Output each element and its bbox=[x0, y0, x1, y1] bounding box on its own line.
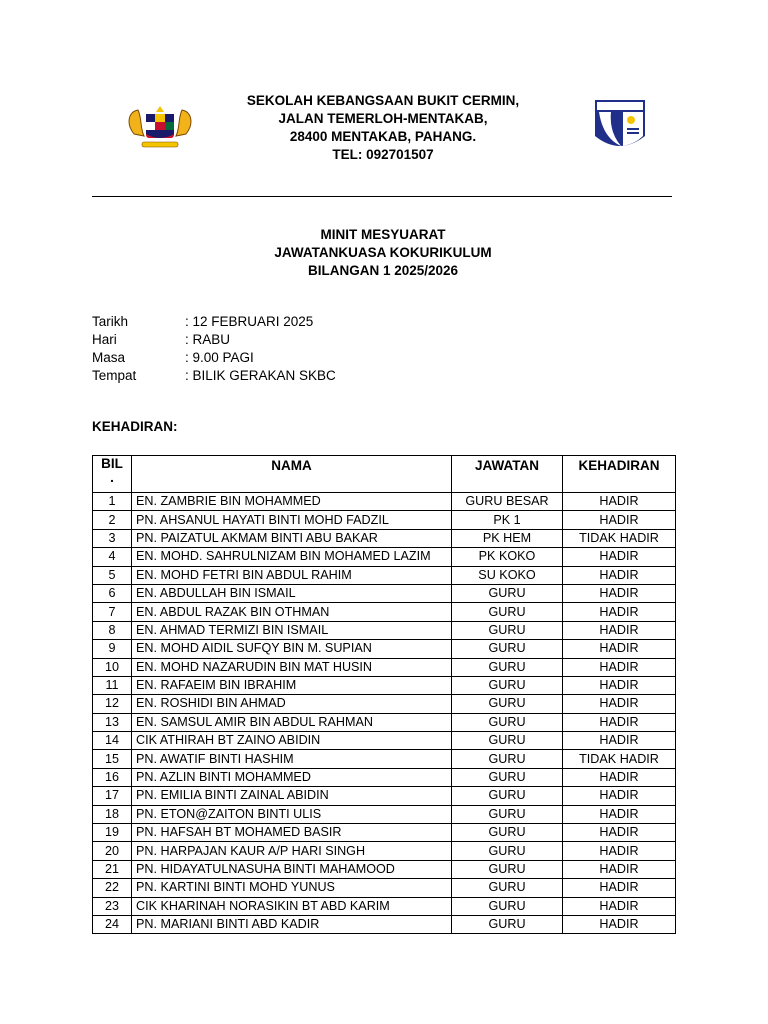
row-number: 3 bbox=[93, 529, 132, 547]
table-row bbox=[93, 860, 676, 878]
row-number: 13 bbox=[93, 713, 132, 731]
meta-row bbox=[92, 349, 336, 367]
row-number: 20 bbox=[93, 842, 132, 860]
member-name: EN. MOHD FETRI BIN ABDUL RAHIM bbox=[132, 566, 452, 584]
member-position: GURU bbox=[452, 787, 563, 805]
member-position: GURU bbox=[452, 640, 563, 658]
row-number: 18 bbox=[93, 805, 132, 823]
table-header-row bbox=[93, 456, 676, 493]
row-number: 7 bbox=[93, 603, 132, 621]
member-position: GURU bbox=[452, 842, 563, 860]
telephone: TEL: 092701507 bbox=[332, 147, 434, 162]
meeting-details bbox=[92, 313, 336, 385]
member-position: GURU bbox=[452, 584, 563, 602]
member-name: EN. AHMAD TERMIZI BIN ISMAIL bbox=[132, 621, 452, 639]
row-number: 10 bbox=[93, 658, 132, 676]
meta-label: Masa bbox=[92, 350, 126, 365]
table-row bbox=[93, 584, 676, 602]
row-number: 4 bbox=[93, 548, 132, 566]
table-row bbox=[93, 824, 676, 842]
row-number: 14 bbox=[93, 732, 132, 750]
address-line1: JALAN TEMERLOH-MENTAKAB, bbox=[278, 111, 488, 126]
member-position: GURU bbox=[452, 658, 563, 676]
member-name: EN. ABDULLAH BIN ISMAIL bbox=[132, 584, 452, 602]
member-position: GURU bbox=[452, 860, 563, 878]
table-row bbox=[93, 897, 676, 915]
row-number: 16 bbox=[93, 768, 132, 786]
member-position: GURU bbox=[452, 824, 563, 842]
column-header-nama: NAMA bbox=[132, 456, 452, 493]
attendance-status: HADIR bbox=[563, 787, 676, 805]
row-number: 24 bbox=[93, 915, 132, 933]
row-number: 2 bbox=[93, 511, 132, 529]
member-position: GURU bbox=[452, 768, 563, 786]
document-title bbox=[150, 226, 616, 280]
member-name: PN. HAFSAH BT MOHAMED BASIR bbox=[132, 824, 452, 842]
attendance-table-body bbox=[93, 493, 676, 934]
row-number: 23 bbox=[93, 897, 132, 915]
attendance-heading: KEHADIRAN: bbox=[92, 419, 178, 434]
member-name: PN. MARIANI BINTI ABD KADIR bbox=[132, 915, 452, 933]
table-row bbox=[93, 713, 676, 731]
attendance-status: HADIR bbox=[563, 695, 676, 713]
meta-label: Hari bbox=[92, 332, 117, 347]
attendance-status: HADIR bbox=[563, 621, 676, 639]
row-number: 15 bbox=[93, 750, 132, 768]
malaysia-coat-of-arms-icon bbox=[122, 104, 198, 152]
member-position: GURU bbox=[452, 750, 563, 768]
row-number: 19 bbox=[93, 824, 132, 842]
member-position: GURU bbox=[452, 879, 563, 897]
member-name: PN. HIDAYATULNASUHA BINTI MAHAMOOD bbox=[132, 860, 452, 878]
member-position: GURU bbox=[452, 621, 563, 639]
member-name: PN. ETON@ZAITON BINTI ULIS bbox=[132, 805, 452, 823]
attendance-status: TIDAK HADIR bbox=[563, 750, 676, 768]
member-name: PN. HARPAJAN KAUR A/P HARI SINGH bbox=[132, 842, 452, 860]
table-row bbox=[93, 879, 676, 897]
member-name: PN. AHSANUL HAYATI BINTI MOHD FADZIL bbox=[132, 511, 452, 529]
table-row bbox=[93, 603, 676, 621]
letterhead bbox=[0, 92, 768, 172]
member-name: EN. MOHD AIDIL SUFQY BIN M. SUPIAN bbox=[132, 640, 452, 658]
row-number: 8 bbox=[93, 621, 132, 639]
column-header-kehadiran: KEHADIRAN bbox=[563, 456, 676, 493]
table-row bbox=[93, 787, 676, 805]
attendance-status: HADIR bbox=[563, 548, 676, 566]
member-position: GURU bbox=[452, 603, 563, 621]
attendance-status: HADIR bbox=[563, 915, 676, 933]
meta-row bbox=[92, 331, 336, 349]
member-name: PN. EMILIA BINTI ZAINAL ABIDIN bbox=[132, 787, 452, 805]
table-row bbox=[93, 842, 676, 860]
title-line3: BILANGAN 1 2025/2026 bbox=[307, 263, 459, 278]
member-position: GURU bbox=[452, 695, 563, 713]
meta-value: : RABU bbox=[185, 332, 231, 347]
attendance-status: HADIR bbox=[563, 897, 676, 915]
row-number: 17 bbox=[93, 787, 132, 805]
member-name: PN. KARTINI BINTI MOHD YUNUS bbox=[132, 879, 452, 897]
member-name: PN. PAIZATUL AKMAM BINTI ABU BAKAR bbox=[132, 529, 452, 547]
member-name: EN. ZAMBRIE BIN MOHAMMED bbox=[132, 493, 452, 511]
table-row bbox=[93, 768, 676, 786]
table-row bbox=[93, 676, 676, 694]
attendance-status: HADIR bbox=[563, 676, 676, 694]
meta-value: : BILIK GERAKAN SKBC bbox=[185, 368, 336, 383]
address-line2: 28400 MENTAKAB, PAHANG. bbox=[289, 129, 477, 144]
member-position: GURU bbox=[452, 897, 563, 915]
attendance-status: HADIR bbox=[563, 879, 676, 897]
meta-label: Tarikh bbox=[92, 314, 129, 329]
school-badge-icon bbox=[593, 98, 647, 154]
row-number: 5 bbox=[93, 566, 132, 584]
title-line2: JAWATANKUASA KOKURIKULUM bbox=[274, 245, 492, 260]
table-row bbox=[93, 511, 676, 529]
member-position: GURU bbox=[452, 805, 563, 823]
meta-value: : 9.00 PAGI bbox=[185, 350, 254, 365]
member-name: EN. SAMSUL AMIR BIN ABDUL RAHMAN bbox=[132, 713, 452, 731]
member-name: EN. ROSHIDI BIN AHMAD bbox=[132, 695, 452, 713]
table-row bbox=[93, 566, 676, 584]
member-name: EN. RAFAEIM BIN IBRAHIM bbox=[132, 676, 452, 694]
bil-header-text: BIL bbox=[101, 456, 123, 471]
member-position: GURU BESAR bbox=[452, 493, 563, 511]
attendance-status: HADIR bbox=[563, 566, 676, 584]
table-row bbox=[93, 640, 676, 658]
row-number: 22 bbox=[93, 879, 132, 897]
attendance-status: HADIR bbox=[563, 584, 676, 602]
meta-label: Tempat bbox=[92, 368, 137, 383]
table-row bbox=[93, 732, 676, 750]
header-divider bbox=[92, 196, 672, 197]
member-position: SU KOKO bbox=[452, 566, 563, 584]
row-number: 11 bbox=[93, 676, 132, 694]
row-number: 6 bbox=[93, 584, 132, 602]
member-name: EN. ABDUL RAZAK BIN OTHMAN bbox=[132, 603, 452, 621]
table-row bbox=[93, 621, 676, 639]
attendance-status: HADIR bbox=[563, 493, 676, 511]
member-position: PK 1 bbox=[452, 511, 563, 529]
attendance-status: HADIR bbox=[563, 805, 676, 823]
attendance-status: HADIR bbox=[563, 732, 676, 750]
member-position: PK KOKO bbox=[452, 548, 563, 566]
member-name: EN. MOHD NAZARUDIN BIN MAT HUSIN bbox=[132, 658, 452, 676]
table-row bbox=[93, 493, 676, 511]
row-number: 12 bbox=[93, 695, 132, 713]
member-name: CIK KHARINAH NORASIKIN BT ABD KARIM bbox=[132, 897, 452, 915]
row-number: 21 bbox=[93, 860, 132, 878]
attendance-status: HADIR bbox=[563, 640, 676, 658]
attendance-status: HADIR bbox=[563, 842, 676, 860]
bil-header-suffix: . bbox=[110, 470, 114, 485]
meta-row bbox=[92, 313, 336, 331]
attendance-table bbox=[92, 455, 676, 934]
table-row bbox=[93, 915, 676, 933]
table-row bbox=[93, 695, 676, 713]
attendance-status: HADIR bbox=[563, 603, 676, 621]
table-row bbox=[93, 805, 676, 823]
table-row bbox=[93, 548, 676, 566]
meta-value: : 12 FEBRUARI 2025 bbox=[185, 314, 314, 329]
column-header-bil bbox=[93, 456, 132, 493]
attendance-status: TIDAK HADIR bbox=[563, 529, 676, 547]
member-position: GURU bbox=[452, 915, 563, 933]
attendance-status: HADIR bbox=[563, 713, 676, 731]
attendance-status: HADIR bbox=[563, 511, 676, 529]
table-row bbox=[93, 529, 676, 547]
school-info bbox=[200, 92, 566, 164]
member-position: GURU bbox=[452, 713, 563, 731]
row-number: 1 bbox=[93, 493, 132, 511]
member-name: EN. MOHD. SAHRULNIZAM BIN MOHAMED LAZIM bbox=[132, 548, 452, 566]
member-position: GURU bbox=[452, 676, 563, 694]
member-name: PN. AZLIN BINTI MOHAMMED bbox=[132, 768, 452, 786]
column-header-jawatan: JAWATAN bbox=[452, 456, 563, 493]
meta-row bbox=[92, 367, 336, 385]
title-line1: MINIT MESYUARAT bbox=[320, 227, 446, 242]
table-row bbox=[93, 750, 676, 768]
member-position: PK HEM bbox=[452, 529, 563, 547]
member-name: CIK ATHIRAH BT ZAINO ABIDIN bbox=[132, 732, 452, 750]
member-name: PN. AWATIF BINTI HASHIM bbox=[132, 750, 452, 768]
school-name: SEKOLAH KEBANGSAAN BUKIT CERMIN, bbox=[246, 93, 520, 108]
row-number: 9 bbox=[93, 640, 132, 658]
attendance-status: HADIR bbox=[563, 860, 676, 878]
attendance-status: HADIR bbox=[563, 824, 676, 842]
table-row bbox=[93, 658, 676, 676]
attendance-status: HADIR bbox=[563, 658, 676, 676]
attendance-status: HADIR bbox=[563, 768, 676, 786]
member-position: GURU bbox=[452, 732, 563, 750]
